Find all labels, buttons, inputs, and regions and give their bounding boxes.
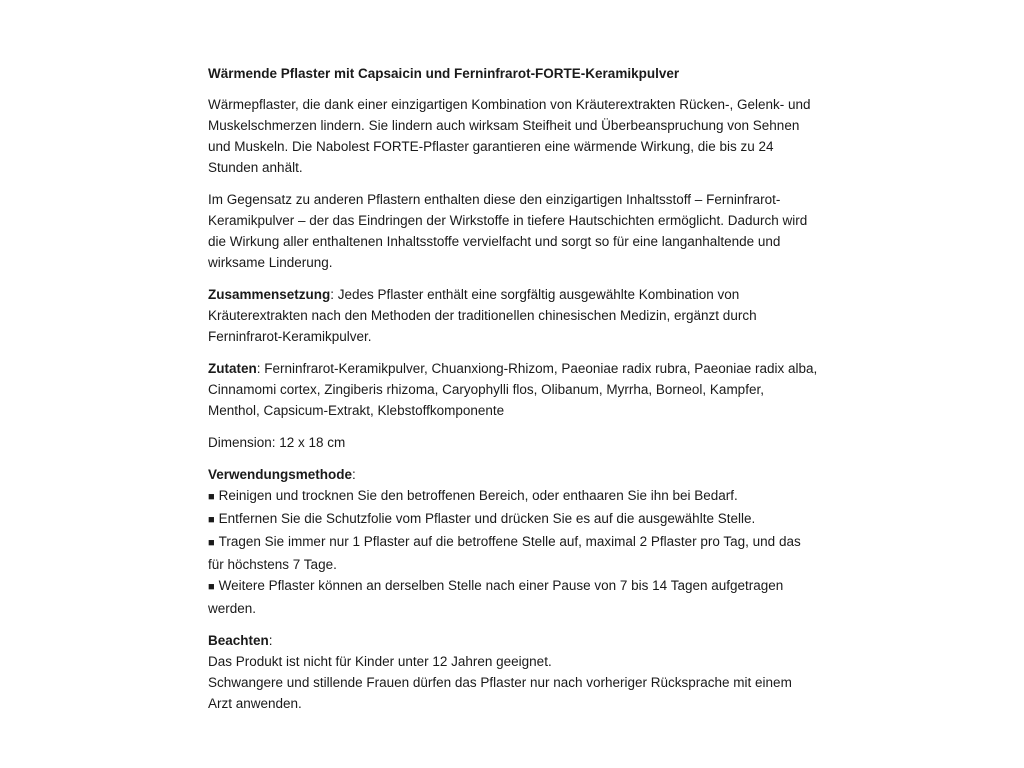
usage-step-text: Entfernen Sie die Schutzfolie vom Pflaster und drücken Sie es auf die ausgewählte Stelle. — [218, 511, 756, 526]
composition-paragraph — [208, 284, 818, 347]
ingredients-label: Zutaten — [208, 361, 257, 376]
ingredients-text: : Ferninfrarot-Keramikpulver, Chuanxiong-Rhizom, Paeoniae radix rubra, Paeoniae radix alba, Cinnamomi cortex, Zingiberis rhizoma, Caryophylli flos, Olibanum, Myrrha, Borneol, Kampfer, Menthol, Capsicum-Extrakt, Klebstoffkomponente — [208, 361, 818, 418]
document-title: Wärmende Pflaster mit Capsaicin und Ferninfrarot-FORTE-Keramikpulver — [208, 66, 680, 81]
usage-step-text: Weitere Pflaster können an derselben Stelle nach einer Pause von 7 bis 14 Tagen aufgetragen werden. — [208, 578, 784, 616]
usage-step — [208, 508, 818, 531]
usage-step — [208, 485, 818, 508]
composition-text: : Jedes Pflaster enthält eine sorgfältig ausgewählte Kombination von Kräuterextrakten nach den Methoden der traditionellen chinesischen Medizin, ergänzt durch Ferninfrarot-Keramikpulver. — [208, 287, 757, 344]
dimension-text: Dimension: 12 x 18 cm — [208, 435, 346, 450]
square-bullet-icon: ■ — [208, 514, 215, 526]
ingredients-paragraph — [208, 358, 818, 421]
usage-step — [208, 575, 818, 619]
notes-label: Beachten — [208, 633, 269, 648]
document-page — [208, 63, 818, 725]
ceramic-powder-paragraph: Im Gegensatz zu anderen Pflastern enthalten diese den einzigartigen Inhaltsstoff – Ferninfrarot-Keramikpulver – der das Eindringen der Wirkstoffe in tiefere Hautschichten ermöglicht. Dadurch wird die Wirkung aller enthaltenen Inhaltsstoffe vervielfacht und sorgt so für eine langanhaltende und wirksame Linderung. — [208, 192, 808, 270]
notes-section — [208, 630, 818, 714]
usage-step-text: Reinigen und trocknen Sie den betroffenen Bereich, oder enthaaren Sie ihn bei Bedarf. — [218, 488, 738, 503]
usage-label: Verwendungsmethode — [208, 467, 353, 482]
square-bullet-icon: ■ — [208, 537, 215, 549]
notes-line: Das Produkt ist nicht für Kinder unter 12 Jahren geeignet. — [208, 654, 552, 669]
intro-paragraph: Wärmepflaster, die dank einer einzigartigen Kombination von Kräuterextrakten Rücken-, Gelenk- und Muskelschmerzen lindern. Sie lindern auch wirksam Steifheit und Überbeanspruchung von Sehnen und Muskeln. Die Nabolest FORTE-Pflaster garantieren eine wärmende Wirkung, die bis zu 24 Stunden anhält. — [208, 97, 811, 175]
square-bullet-icon: ■ — [208, 491, 215, 503]
notes-colon: : — [268, 633, 273, 648]
usage-colon: : — [352, 467, 356, 482]
notes-line: Schwangere und stillende Frauen dürfen das Pflaster nur nach vorheriger Rücksprache mit einem Arzt anwenden. — [208, 675, 792, 711]
notes-heading — [208, 630, 818, 651]
usage-step — [208, 531, 818, 575]
usage-section — [208, 464, 818, 619]
usage-heading — [208, 464, 818, 485]
composition-label: Zusammensetzung — [208, 287, 331, 302]
usage-step-text: Tragen Sie immer nur 1 Pflaster auf die betroffene Stelle auf, maximal 2 Pflaster pro Tag, und das für höchstens 7 Tage. — [208, 534, 801, 572]
square-bullet-icon: ■ — [208, 581, 215, 593]
